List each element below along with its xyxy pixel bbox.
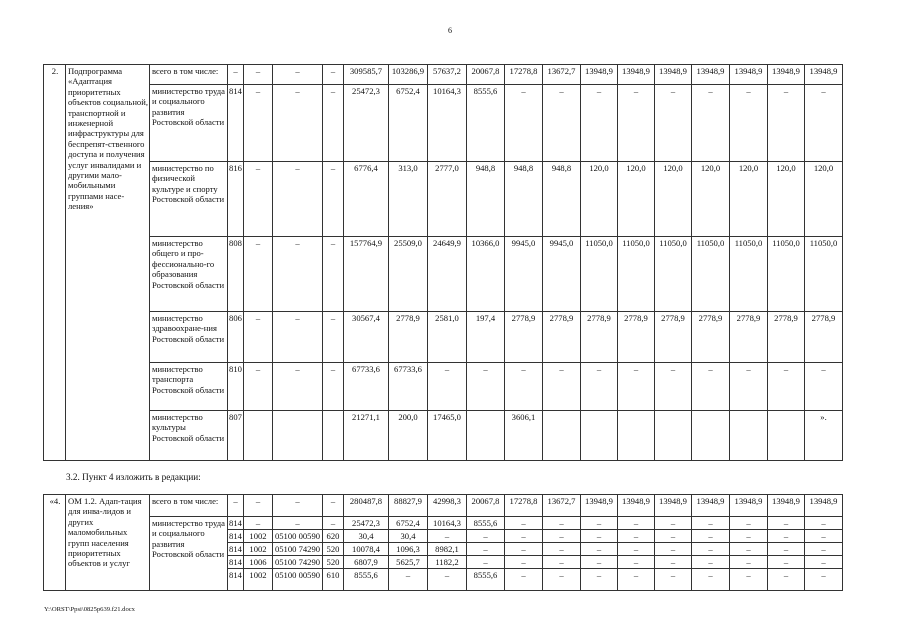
table-row xyxy=(44,363,843,411)
table-row xyxy=(44,495,843,517)
value-cell: – xyxy=(805,363,843,411)
target-article-code: – xyxy=(273,312,323,363)
value-cell: 120,0 xyxy=(730,162,768,237)
table-row xyxy=(44,411,843,461)
section-code: – xyxy=(244,85,273,162)
value-cell: – xyxy=(768,530,805,543)
value-cell: 24649,9 xyxy=(428,237,467,312)
expense-type-code: 610 xyxy=(323,569,344,591)
value-cell: – xyxy=(428,530,467,543)
ministry-code: 814 xyxy=(229,518,242,528)
value-cell: 13948,9 xyxy=(581,495,618,517)
value-cell xyxy=(543,411,581,461)
value-cell: – xyxy=(581,569,618,591)
value-cell: 10164,3 xyxy=(428,85,467,162)
value-cell xyxy=(692,411,730,461)
value-cell: – xyxy=(655,517,692,530)
value-cell: ». xyxy=(805,411,843,461)
value-cell: – xyxy=(618,543,655,556)
value-cell: – xyxy=(618,556,655,569)
value-cell: 6776,4 xyxy=(344,162,389,237)
value-cell: 21271,1 xyxy=(344,411,389,461)
value-cell: – xyxy=(730,517,768,530)
value-cell: – xyxy=(581,543,618,556)
target-article-code: 05100 00590 xyxy=(273,530,323,543)
value-cell: – xyxy=(655,556,692,569)
expense-type-code: 520 xyxy=(323,543,344,556)
value-cell: 20067,8 xyxy=(467,65,505,85)
expense-type-code: – xyxy=(323,517,344,530)
value-cell: – xyxy=(618,85,655,162)
value-cell: 13948,9 xyxy=(805,495,843,517)
value-cell: – xyxy=(467,543,505,556)
value-cell: – xyxy=(467,363,505,411)
program-table-main xyxy=(43,64,843,461)
value-cell: 11050,0 xyxy=(730,237,768,312)
value-cell: 2778,9 xyxy=(768,312,805,363)
value-cell: 2777,0 xyxy=(428,162,467,237)
value-cell: 120,0 xyxy=(655,162,692,237)
ministry-code: 814 xyxy=(229,531,242,541)
section-code: 1002 xyxy=(244,530,273,543)
ministry-code: 810 xyxy=(228,363,244,411)
table-row xyxy=(44,85,843,162)
table-row xyxy=(44,65,843,85)
value-cell: 13948,9 xyxy=(805,65,843,85)
value-cell xyxy=(730,411,768,461)
value-cell: – xyxy=(730,556,768,569)
program-table-second xyxy=(43,494,843,591)
value-cell: – xyxy=(581,556,618,569)
value-cell: 11050,0 xyxy=(692,237,730,312)
value-cell: – xyxy=(692,556,730,569)
value-cell: 2778,9 xyxy=(505,312,543,363)
section-code: – xyxy=(244,495,273,517)
executor-name: министерство по физической культуре и спорту Ростовской области xyxy=(150,162,228,237)
expense-type-code: – xyxy=(323,495,344,517)
value-cell: 2778,9 xyxy=(692,312,730,363)
value-cell: 1182,2 xyxy=(428,556,467,569)
value-cell: 8555,6 xyxy=(467,517,505,530)
value-cell: 2581,0 xyxy=(428,312,467,363)
table-row xyxy=(44,237,843,312)
section-code: – xyxy=(244,65,273,85)
value-cell: 6807,9 xyxy=(344,556,389,569)
target-article-code: – xyxy=(273,85,323,162)
value-cell: – xyxy=(655,543,692,556)
value-cell: 13948,9 xyxy=(655,495,692,517)
value-cell: – xyxy=(581,517,618,530)
section-code: – xyxy=(244,237,273,312)
expense-type-code: – xyxy=(323,85,344,162)
value-cell: 13672,7 xyxy=(543,495,581,517)
executor-name: министерство труда и социального развития Ростовской области xyxy=(150,517,228,591)
value-cell: – xyxy=(543,543,581,556)
section-note: 3.2. Пункт 4 изложить в редакции: xyxy=(66,472,201,482)
value-cell: – xyxy=(768,85,805,162)
value-cell: 13948,9 xyxy=(655,65,692,85)
value-cell: – xyxy=(543,556,581,569)
value-cell: 13948,9 xyxy=(768,495,805,517)
target-article-code: 05100 74290 xyxy=(273,556,323,569)
value-cell: – xyxy=(805,530,843,543)
value-cell: – xyxy=(768,556,805,569)
executor-name: всего в том числе: xyxy=(150,495,228,517)
expense-type-code: 620 xyxy=(323,530,344,543)
value-cell: – xyxy=(543,530,581,543)
value-cell: 103286,9 xyxy=(389,65,428,85)
value-cell: – xyxy=(428,363,467,411)
value-cell: 30,4 xyxy=(389,530,428,543)
table-row xyxy=(44,312,843,363)
value-cell: 11050,0 xyxy=(805,237,843,312)
value-cell: – xyxy=(467,530,505,543)
value-cell: – xyxy=(505,363,543,411)
value-cell: – xyxy=(618,363,655,411)
value-cell: 197,4 xyxy=(467,312,505,363)
value-cell: – xyxy=(505,556,543,569)
section-code: 1002 xyxy=(244,569,273,591)
section-code xyxy=(244,411,273,461)
value-cell: 120,0 xyxy=(768,162,805,237)
value-cell: – xyxy=(692,363,730,411)
value-cell: 67733,6 xyxy=(389,363,428,411)
value-cell: 2778,9 xyxy=(389,312,428,363)
value-cell: – xyxy=(505,569,543,591)
executor-name: всего в том числе: xyxy=(150,65,228,85)
program-name: Подпрограмма «Адаптация приоритетных объектов социальной, транспортной и инженерной инфраструктуры для беспрепят-ственного доступа и получения услуг инвалидами и другими мало-мобильными группами насе-ления» xyxy=(66,65,150,461)
value-cell: 200,0 xyxy=(389,411,428,461)
value-cell: 10366,0 xyxy=(467,237,505,312)
value-cell: – xyxy=(655,569,692,591)
ministry-code: 814 xyxy=(229,544,242,554)
value-cell: 8555,6 xyxy=(467,569,505,591)
value-cell xyxy=(768,411,805,461)
section-code: – xyxy=(244,517,273,530)
value-cell: – xyxy=(581,530,618,543)
executor-name: министерство культуры Ростовской области xyxy=(150,411,228,461)
value-cell xyxy=(655,411,692,461)
value-cell: – xyxy=(805,85,843,162)
value-cell: 17278,8 xyxy=(505,65,543,85)
value-cell: 13948,9 xyxy=(730,495,768,517)
value-cell: 8555,6 xyxy=(467,85,505,162)
executor-name: министерство труда и социального развития Ростовской области xyxy=(150,85,228,162)
value-cell xyxy=(581,411,618,461)
value-cell: – xyxy=(655,530,692,543)
value-cell: – xyxy=(505,517,543,530)
target-article-code: – xyxy=(273,237,323,312)
target-article-code: 05100 74290 xyxy=(273,543,323,556)
value-cell: 1096,3 xyxy=(389,543,428,556)
value-cell xyxy=(618,411,655,461)
value-cell: – xyxy=(692,85,730,162)
section-code: – xyxy=(244,363,273,411)
value-cell: 9945,0 xyxy=(543,237,581,312)
value-cell: 309585,7 xyxy=(344,65,389,85)
value-cell: 13948,9 xyxy=(618,65,655,85)
value-cell: – xyxy=(692,569,730,591)
value-cell: – xyxy=(768,543,805,556)
value-cell: – xyxy=(730,530,768,543)
ministry-code: 816 xyxy=(228,162,244,237)
table-row xyxy=(44,517,843,530)
item-number: 2. xyxy=(44,65,66,461)
value-cell: 280487,8 xyxy=(344,495,389,517)
value-cell: 2778,9 xyxy=(618,312,655,363)
value-cell: 2778,9 xyxy=(730,312,768,363)
ministry-code: 806 xyxy=(228,312,244,363)
value-cell: – xyxy=(618,569,655,591)
value-cell: 6752,4 xyxy=(389,517,428,530)
value-cell: – xyxy=(467,556,505,569)
value-cell: 11050,0 xyxy=(768,237,805,312)
ministry-code: 814 xyxy=(228,569,244,591)
value-cell: 11050,0 xyxy=(581,237,618,312)
value-cell: 9945,0 xyxy=(505,237,543,312)
expense-type-code: – xyxy=(323,363,344,411)
ministry-code: – xyxy=(228,495,244,517)
value-cell: – xyxy=(730,543,768,556)
value-cell: 13948,9 xyxy=(768,65,805,85)
value-cell xyxy=(467,411,505,461)
value-cell: 25472,3 xyxy=(344,517,389,530)
value-cell: 20067,8 xyxy=(467,495,505,517)
value-cell: 2778,9 xyxy=(655,312,692,363)
expense-type-code xyxy=(323,411,344,461)
value-cell: 30567,4 xyxy=(344,312,389,363)
value-cell: 8982,1 xyxy=(428,543,467,556)
ministry-code: 807 xyxy=(228,411,244,461)
section-code: 1006 xyxy=(244,556,273,569)
value-cell: 157764,9 xyxy=(344,237,389,312)
value-cell: – xyxy=(730,85,768,162)
value-cell: – xyxy=(805,517,843,530)
expense-type-code: – xyxy=(323,237,344,312)
section-code: 1002 xyxy=(244,543,273,556)
value-cell: 30,4 xyxy=(344,530,389,543)
target-article-code: – xyxy=(273,363,323,411)
value-cell: 57637,2 xyxy=(428,65,467,85)
value-cell: – xyxy=(581,85,618,162)
ministry-code: 814 xyxy=(229,557,242,567)
value-cell: – xyxy=(692,517,730,530)
value-cell: – xyxy=(543,85,581,162)
target-article-code: 05100 00590 xyxy=(273,569,323,591)
executor-name: министерство здравоохране-ния Ростовской области xyxy=(150,312,228,363)
value-cell: 13672,7 xyxy=(543,65,581,85)
value-cell: 13948,9 xyxy=(692,65,730,85)
value-cell: – xyxy=(692,530,730,543)
value-cell: 17278,8 xyxy=(505,495,543,517)
value-cell: 120,0 xyxy=(692,162,730,237)
value-cell: – xyxy=(805,569,843,591)
value-cell: 120,0 xyxy=(618,162,655,237)
value-cell: – xyxy=(581,363,618,411)
target-article-code: – xyxy=(273,495,323,517)
value-cell: – xyxy=(730,569,768,591)
value-cell: 25509,0 xyxy=(389,237,428,312)
value-cell: 8555,6 xyxy=(344,569,389,591)
value-cell: – xyxy=(768,517,805,530)
value-cell: – xyxy=(692,543,730,556)
target-article-code: – xyxy=(273,517,323,530)
table-row xyxy=(44,162,843,237)
value-cell: 67733,6 xyxy=(344,363,389,411)
ministry-code: – xyxy=(228,65,244,85)
expense-type-code: – xyxy=(323,312,344,363)
section-code: – xyxy=(244,312,273,363)
value-cell: 948,8 xyxy=(467,162,505,237)
value-cell: – xyxy=(505,530,543,543)
value-cell: – xyxy=(730,363,768,411)
value-cell: – xyxy=(655,363,692,411)
value-cell: 120,0 xyxy=(805,162,843,237)
value-cell: – xyxy=(768,363,805,411)
value-cell: 948,8 xyxy=(505,162,543,237)
target-article-code xyxy=(273,411,323,461)
executor-name: министерство общего и про-фессионально-го образования Ростовской области xyxy=(150,237,228,312)
value-cell: 10078,4 xyxy=(344,543,389,556)
expense-type-code: 520 xyxy=(323,556,344,569)
value-cell: 5625,7 xyxy=(389,556,428,569)
expense-type-code: – xyxy=(323,162,344,237)
target-article-code: – xyxy=(273,65,323,85)
value-cell: – xyxy=(805,543,843,556)
item-number: «4. xyxy=(44,495,66,591)
executor-name: министерство транспорта Ростовской области xyxy=(150,363,228,411)
value-cell: 6752,4 xyxy=(389,85,428,162)
ministry-code: 814 xyxy=(228,85,244,162)
value-cell: 2778,9 xyxy=(543,312,581,363)
ministry-code: 808 xyxy=(228,237,244,312)
value-cell: 11050,0 xyxy=(618,237,655,312)
value-cell: – xyxy=(543,517,581,530)
value-cell: 120,0 xyxy=(581,162,618,237)
target-article-code: – xyxy=(273,162,323,237)
value-cell: – xyxy=(543,569,581,591)
value-cell: 10164,3 xyxy=(428,517,467,530)
value-cell: 313,0 xyxy=(389,162,428,237)
value-cell: 11050,0 xyxy=(655,237,692,312)
value-cell: – xyxy=(428,569,467,591)
value-cell: 13948,9 xyxy=(618,495,655,517)
value-cell: 13948,9 xyxy=(581,65,618,85)
value-cell: 3606,1 xyxy=(505,411,543,461)
value-cell: – xyxy=(389,569,428,591)
value-cell: 948,8 xyxy=(543,162,581,237)
value-cell: – xyxy=(505,543,543,556)
value-cell: 88827,9 xyxy=(389,495,428,517)
value-cell: – xyxy=(618,517,655,530)
section-code: – xyxy=(244,162,273,237)
value-cell: – xyxy=(768,569,805,591)
value-cell: 42998,3 xyxy=(428,495,467,517)
value-cell: – xyxy=(805,556,843,569)
value-cell: – xyxy=(655,85,692,162)
page-number: 6 xyxy=(448,26,452,35)
value-cell: 13948,9 xyxy=(692,495,730,517)
program-name: ОМ 1.2. Адап-тация для инва-лидов и других маломобильных групп населения приоритетных объектов и услуг xyxy=(66,495,150,591)
value-cell: 17465,0 xyxy=(428,411,467,461)
expense-type-code: – xyxy=(323,65,344,85)
footer-file-path: Y:\ORST\Ppsi\0825p639.f21.docx xyxy=(44,606,135,613)
value-cell: – xyxy=(543,363,581,411)
value-cell: 25472,3 xyxy=(344,85,389,162)
value-cell: 2778,9 xyxy=(805,312,843,363)
value-cell: – xyxy=(505,85,543,162)
value-cell: 13948,9 xyxy=(730,65,768,85)
value-cell: – xyxy=(618,530,655,543)
value-cell: 2778,9 xyxy=(581,312,618,363)
